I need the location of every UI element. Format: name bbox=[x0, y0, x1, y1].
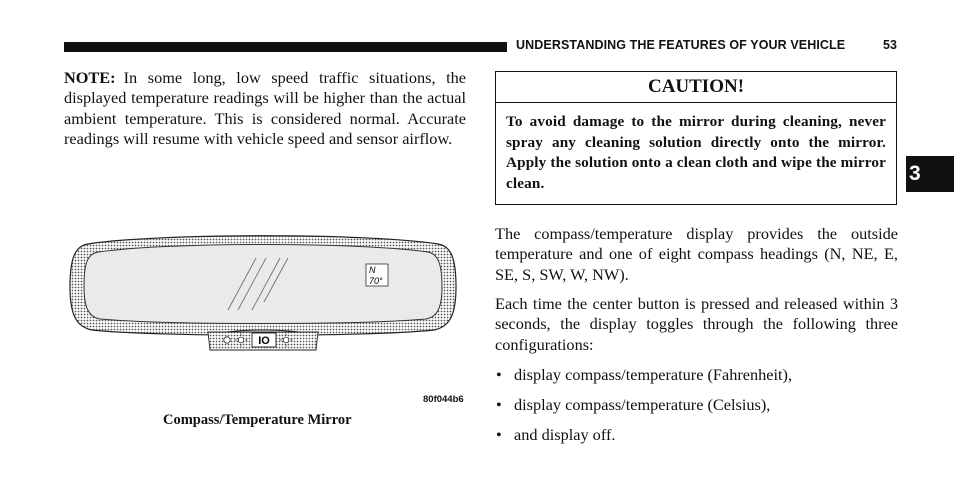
list-item: • display compass/temperature (Celsius), bbox=[496, 395, 771, 414]
list-item: • and display off. bbox=[496, 425, 616, 444]
note-paragraph bbox=[64, 68, 466, 149]
page-number: 53 bbox=[883, 38, 897, 52]
list-item-text: and display off. bbox=[514, 425, 616, 444]
mirror-illustration bbox=[68, 232, 458, 357]
caution-box bbox=[495, 71, 897, 205]
list-item-text: display compass/temperature (Celsius), bbox=[514, 395, 771, 414]
note-label: NOTE: bbox=[64, 68, 116, 87]
caution-text: To avoid damage to the mirror during cleaning, never spray any cleaning solution directly onto the mirror. Apply the solution onto a clean cloth and wipe the mirror clean. bbox=[506, 113, 886, 192]
toggle-description: Each time the center button is pressed and released within 3 seconds, the display toggles through the following three configurations: bbox=[495, 294, 898, 354]
mirror-drawing bbox=[68, 232, 458, 357]
figure-code: 80f044b6 bbox=[423, 394, 464, 405]
list-item: • display compass/temperature (Fahrenheit), bbox=[496, 365, 793, 384]
caution-title: CAUTION! bbox=[496, 72, 896, 103]
chapter-tab: 3 bbox=[906, 156, 954, 192]
left-button bbox=[224, 337, 230, 343]
figure-caption: Compass/Temperature Mirror bbox=[163, 412, 352, 428]
display-heading: N bbox=[369, 265, 376, 275]
center-button-label: IO bbox=[258, 335, 270, 347]
list-item-text: display compass/temperature (Fahrenheit), bbox=[514, 365, 793, 384]
compass-description: The compass/temperature display provides the outside temperature and one of eight compass headings (N, NE, E, SE, S, SW, W, NW). bbox=[495, 224, 898, 284]
note-text: In some long, low speed traffic situations, the displayed temperature readings will be higher than the actual ambient temperature. This is considered normal. Accurate readings will resume with vehicle speed and sensor airflow. bbox=[64, 68, 466, 148]
display-temperature: 70° bbox=[369, 276, 383, 286]
section-title: UNDERSTANDING THE FEATURES OF YOUR VEHICLE bbox=[516, 38, 846, 52]
header-rule bbox=[64, 42, 507, 52]
